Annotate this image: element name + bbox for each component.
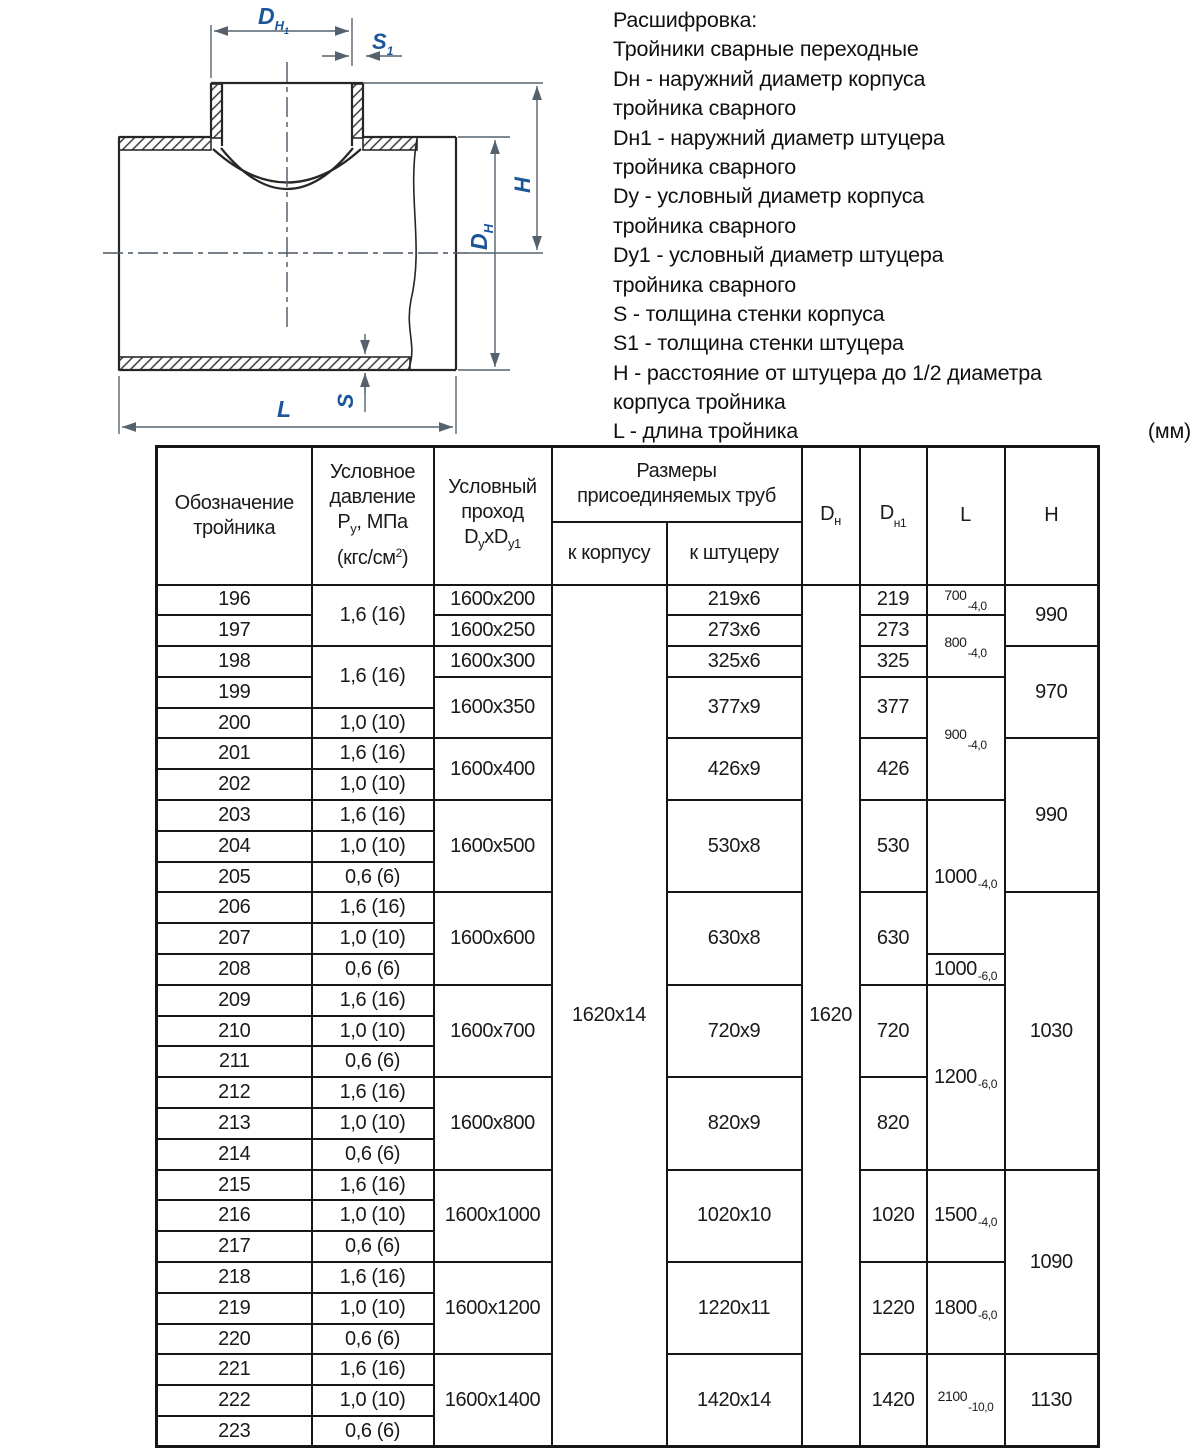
branch-pipe-cell: 325x6 [667,646,802,677]
l-cell: $^{700}_{-4,0}$ [927,585,1005,616]
dim-label-dh: $D_H$ [466,223,496,251]
pass-cell: 1600x800 [434,1077,552,1169]
designation-cell: 216 [157,1200,312,1231]
dn1-cell: 426 [860,738,927,800]
h-cell: 1090 [1005,1170,1099,1355]
pressure-cell: 1,0 (10) [312,923,434,954]
branch-pipe-cell: 377x9 [667,677,802,739]
section-hatching [119,84,417,370]
l-cell: $1800_{-6,0}$ [927,1262,1005,1354]
pressure-cell: 1,0 (10) [312,769,434,800]
units-note: (мм) [1147,419,1191,444]
header-l: L [927,447,1005,585]
pressure-cell: 1,6 (16) [312,1170,434,1201]
dim-label-s1: $S_1$ [372,29,394,58]
pass-cell: 1600x350 [434,677,552,739]
pressure-cell: 0,6 (6) [312,862,434,893]
header-dn: $D_н$ [802,447,860,585]
legend [613,6,1195,447]
branch-pipe-cell: 530x8 [667,800,802,892]
dn1-cell: 1020 [860,1170,927,1262]
h-cell: 990 [1005,738,1099,892]
l-cell: $^{900}_{-4,0}$ [927,677,1005,800]
designation-cell: 203 [157,800,312,831]
legend-line: корпуса тройника [613,390,786,415]
dn1-cell: 1220 [860,1262,927,1354]
legend-line: L - длина тройника (мм) [613,417,1195,446]
designation-cell: 220 [157,1324,312,1355]
l-cell: $1000_{-6,0}$ [927,954,1005,985]
l-cell: $1000_{-4,0}$ [927,800,1005,954]
pass-cell: 1600x300 [434,646,552,677]
h-cell: 990 [1005,585,1099,647]
designation-cell: 202 [157,769,312,800]
branch-pipe-cell: 720x9 [667,985,802,1077]
pressure-cell: 1,0 (10) [312,831,434,862]
pressure-cell: 0,6 (6) [312,1324,434,1355]
designation-cell: 206 [157,892,312,923]
designation-cell: 222 [157,1385,312,1416]
designation-cell: 223 [157,1416,312,1447]
h-cell: 1130 [1005,1354,1099,1446]
pressure-cell: 0,6 (6) [312,1046,434,1077]
dim-label-l: L [276,396,292,422]
dn-cell: 1620 [802,585,860,1447]
pressure-cell: 1,0 (10) [312,1293,434,1324]
pressure-cell: 1,6 (16) [312,738,434,769]
pressure-cell: 1,0 (10) [312,1016,434,1047]
header-pipe-sizes: Размеры присоединяемых труб [552,447,802,522]
legend-line: тройника сварного [613,213,797,238]
pressure-cell: 1,6 (16) [312,585,434,647]
designation-cell: 205 [157,862,312,893]
header-to-body: к корпусу [552,522,667,585]
dn1-cell: 530 [860,800,927,892]
branch-pipe-cell: 820x9 [667,1077,802,1169]
designation-cell: 215 [157,1170,312,1201]
pass-cell: 1600x400 [434,738,552,800]
dn1-cell: 1420 [860,1354,927,1446]
branch-pipe-cell: 273x6 [667,615,802,646]
dn1-cell: 219 [860,585,927,616]
h-cell: 1030 [1005,892,1099,1169]
pressure-cell: 1,6 (16) [312,800,434,831]
legend-line: Dy1 - условный диаметр штуцера [613,243,944,268]
pass-cell: 1600x250 [434,615,552,646]
designation-cell: 210 [157,1016,312,1047]
body-pipe-cell: 1620x14 [552,585,667,1447]
dn1-cell: 630 [860,892,927,984]
pass-cell: 1600x1200 [434,1262,552,1354]
pressure-cell: 1,0 (10) [312,1108,434,1139]
pressure-cell: 0,6 (6) [312,1139,434,1170]
designation-cell: 211 [157,1046,312,1077]
designation-cell: 213 [157,1108,312,1139]
header-dn1: $D_{н1}$ [860,447,927,585]
branch-pipe-cell: 1220x11 [667,1262,802,1354]
header-pass: Условный проход $D_уxD_{у1}$ [434,447,552,585]
l-cell: $^{2100}_{-10,0}$ [927,1354,1005,1446]
designation-cell: 197 [157,615,312,646]
legend-line: S - толщина стенки корпуса [613,301,885,326]
legend-line: H - расстояние от штуцера до 1/2 диаметра [613,360,1042,385]
legend-line: тройника сварного [613,96,797,121]
table-body [157,585,1099,1447]
designation-cell: 214 [157,1139,312,1170]
pressure-cell: 1,6 (16) [312,1262,434,1293]
dim-label-s: S [333,393,358,409]
legend-line: Dy - условный диаметр корпуса [613,184,925,209]
dn1-cell: 377 [860,677,927,739]
designation-cell: 207 [157,923,312,954]
l-cell: $^{800}_{-4,0}$ [927,615,1005,677]
header-h: H [1005,447,1099,585]
pressure-cell: 1,6 (16) [312,646,434,708]
branch-pipe-cell: 426x9 [667,738,802,800]
header-pressure: Условное давление $P_у$, МПа $(кгс/см^2)$ [312,447,434,585]
pressure-cell: 1,6 (16) [312,892,434,923]
legend-line: тройника сварного [613,272,797,297]
designation-cell: 198 [157,646,312,677]
designation-cell: 201 [157,738,312,769]
designation-cell: 208 [157,954,312,985]
dn1-cell: 325 [860,646,927,677]
dimension-lines [119,18,543,434]
pass-cell: 1600x700 [434,985,552,1077]
pass-cell: 1600x600 [434,892,552,984]
legend-line: Dн - наружний диаметр корпуса [613,66,926,91]
designation-cell: 221 [157,1354,312,1385]
designation-cell: 212 [157,1077,312,1108]
branch-pipe-cell: 1020x10 [667,1170,802,1262]
legend-line: Тройники сварные переходные [613,37,919,62]
pass-cell: 1600x1000 [434,1170,552,1262]
designation-cell: 209 [157,985,312,1016]
legend-line: тройника сварного [613,154,797,179]
technical-drawing [0,0,600,440]
l-cell: $1500_{-4,0}$ [927,1170,1005,1262]
pressure-cell: 0,6 (6) [312,1231,434,1262]
dn1-cell: 273 [860,615,927,646]
dim-label-h: H [510,177,535,193]
table-header [157,447,1099,585]
designation-cell: 219 [157,1293,312,1324]
header-designation: Обозначение тройника [157,447,312,585]
branch-pipe-cell: 219x6 [667,585,802,616]
dn1-cell: 720 [860,985,927,1077]
legend-line: Расшифровка: [613,8,758,32]
h-cell: 970 [1005,646,1099,738]
designation-cell: 199 [157,677,312,708]
pressure-cell: 1,0 (10) [312,1200,434,1231]
designation-cell: 196 [157,585,312,616]
pass-cell: 1600x500 [434,800,552,892]
designation-cell: 204 [157,831,312,862]
l-cell: $1200_{-6,0}$ [927,985,1005,1170]
pressure-cell: 1,6 (16) [312,985,434,1016]
branch-pipe-cell: 1420x14 [667,1354,802,1446]
pressure-cell: 0,6 (6) [312,954,434,985]
dim-label-dh1: $D_H1$ [258,3,290,36]
pressure-cell: 1,0 (10) [312,1385,434,1416]
legend-line: Dн1 - наружний диаметр штуцера [613,125,945,150]
pass-cell: 1600x200 [434,585,552,616]
tee-table [155,445,1100,1448]
designation-cell: 218 [157,1262,312,1293]
designation-cell: 217 [157,1231,312,1262]
pressure-cell: 1,6 (16) [312,1077,434,1108]
table-row [157,585,1099,616]
header-to-branch: к штуцеру [667,522,802,585]
pressure-cell: 1,0 (10) [312,708,434,739]
dn1-cell: 820 [860,1077,927,1169]
pass-cell: 1600x1400 [434,1354,552,1446]
pressure-cell: 1,6 (16) [312,1354,434,1385]
legend-line: S1 - толщина стенки штуцера [613,331,904,356]
designation-cell: 200 [157,708,312,739]
pressure-cell: 0,6 (6) [312,1416,434,1447]
branch-pipe-cell: 630x8 [667,892,802,984]
